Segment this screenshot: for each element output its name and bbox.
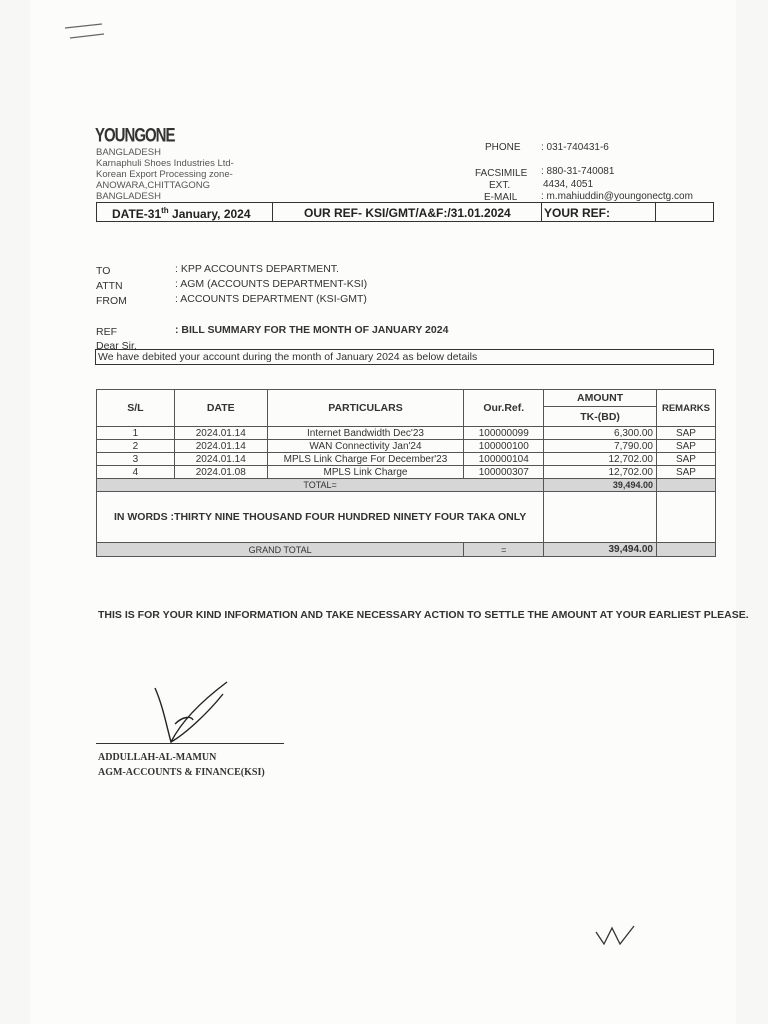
phone-label: PHONE — [485, 142, 521, 153]
header-sl: S/L — [97, 390, 175, 427]
header-date: DATE — [174, 390, 267, 427]
pen-mark — [60, 14, 110, 44]
table-row — [97, 427, 716, 440]
from-value: : ACCOUNTS DEPARTMENT (KSI-GMT) — [175, 293, 367, 305]
row-particulars: MPLS Link Charge — [267, 466, 464, 479]
address-line: ANOWARA,CHITTAGONG — [96, 180, 210, 191]
row-amount: 12,702.00 — [544, 466, 657, 479]
ref-value: : BILL SUMMARY FOR THE MONTH OF JANUARY 2024 — [175, 324, 449, 336]
amount-in-words: IN WORDS :THIRTY NINE THOUSAND FOUR HUNDRED NINETY FOUR TAKA ONLY — [97, 492, 544, 543]
fax-value: : 880-31-740081 — [541, 166, 615, 177]
address-line: Korean Export Processing zone- — [96, 169, 233, 180]
words-row — [97, 492, 716, 543]
signatory-title: AGM-ACCOUNTS & FINANCE(KSI) — [98, 767, 265, 778]
row-sl: 2 — [97, 440, 175, 453]
row-amount: 7,790.00 — [544, 440, 657, 453]
row-date: 2024.01.14 — [174, 440, 267, 453]
signature — [145, 676, 235, 748]
phone-value: : 031-740431-6 — [541, 142, 609, 153]
divider — [272, 203, 273, 221]
ref-label: REF — [96, 326, 117, 338]
table-row — [97, 440, 716, 453]
salutation: Dear Sir, — [96, 340, 137, 352]
header-particulars: PARTICULARS — [267, 390, 464, 427]
divider — [541, 203, 542, 221]
to-value: : KPP ACCOUNTS DEPARTMENT. — [175, 263, 339, 275]
divider — [655, 203, 656, 221]
row-particulars: MPLS Link Charge For December'23 — [267, 453, 464, 466]
company-address — [96, 147, 234, 202]
initial-mark — [594, 924, 638, 948]
signature-line — [96, 743, 284, 744]
your-ref: YOUR REF: — [544, 206, 610, 220]
grand-total-label: GRAND TOTAL — [97, 543, 464, 557]
address-line: BANGLADESH — [96, 147, 161, 158]
header-ourref: Our.Ref. — [464, 390, 544, 427]
reference-bar — [96, 202, 714, 222]
row-particulars: Internet Bandwidth Dec'23 — [267, 427, 464, 440]
row-ourref: 100000099 — [464, 427, 544, 440]
row-particulars: WAN Connectivity Jan'24 — [267, 440, 464, 453]
to-label: TO — [96, 265, 111, 277]
row-amount: 12,702.00 — [544, 453, 657, 466]
row-ourref: 100000104 — [464, 453, 544, 466]
our-ref: OUR REF- KSI/GMT/A&F:/31.01.2024 — [304, 206, 511, 220]
ext-label: EXT. — [489, 180, 511, 191]
email-value: : m.mahiuddin@youngonectg.com — [541, 191, 693, 202]
row-remarks: SAP — [656, 427, 715, 440]
address-line: BANGLADESH — [96, 191, 161, 202]
ext-value: 4434, 4051 — [543, 179, 594, 190]
signatory-name: ADDULLAH-AL-MAMUN — [98, 752, 217, 763]
header-amount: AMOUNT — [544, 390, 657, 407]
grand-total-row — [97, 543, 716, 557]
row-sl: 1 — [97, 427, 175, 440]
row-date: 2024.01.14 — [174, 427, 267, 440]
row-remarks: SAP — [656, 453, 715, 466]
row-sl: 4 — [97, 466, 175, 479]
fax-label: FACSIMILE — [475, 168, 528, 179]
intro-box: We have debited your account during the month of January 2024 as below details — [95, 349, 714, 365]
row-sl: 3 — [97, 453, 175, 466]
attn-value: : AGM (ACCOUNTS DEPARTMENT-KSI) — [175, 278, 368, 290]
table-row — [97, 466, 716, 479]
row-remarks: SAP — [656, 466, 715, 479]
header-currency: TK-(BD) — [544, 407, 657, 427]
row-ourref: 100000307 — [464, 466, 544, 479]
email-label: E-MAIL — [484, 192, 518, 203]
header-remarks: REMARKS — [656, 390, 715, 427]
row-remarks: SAP — [656, 440, 715, 453]
row-ourref: 100000100 — [464, 440, 544, 453]
company-logo: YOUNGONE — [95, 124, 175, 147]
total-row — [97, 479, 716, 492]
row-date: 2024.01.08 — [174, 466, 267, 479]
grand-total-equals: = — [464, 543, 544, 557]
total-value: 39,494.00 — [544, 479, 657, 492]
row-date: 2024.01.14 — [174, 453, 267, 466]
address-line: Karnaphuli Shoes Industries Ltd- — [96, 158, 234, 169]
row-amount: 6,300.00 — [544, 427, 657, 440]
total-label: TOTAL= — [97, 479, 544, 492]
from-label: FROM — [96, 295, 127, 307]
notice-text: THIS IS FOR YOUR KIND INFORMATION AND TAKE NECESSARY ACTION TO SETTLE THE AMOUNT AT YOUR EARLIEST PLEASE. — [98, 609, 749, 621]
document-date: DATE-31th January, 2024 — [112, 206, 251, 221]
grand-total-value: 39,494.00 — [544, 543, 657, 557]
attn-label: ATTN — [96, 280, 123, 292]
bill-table — [96, 389, 716, 564]
table-row — [97, 453, 716, 466]
